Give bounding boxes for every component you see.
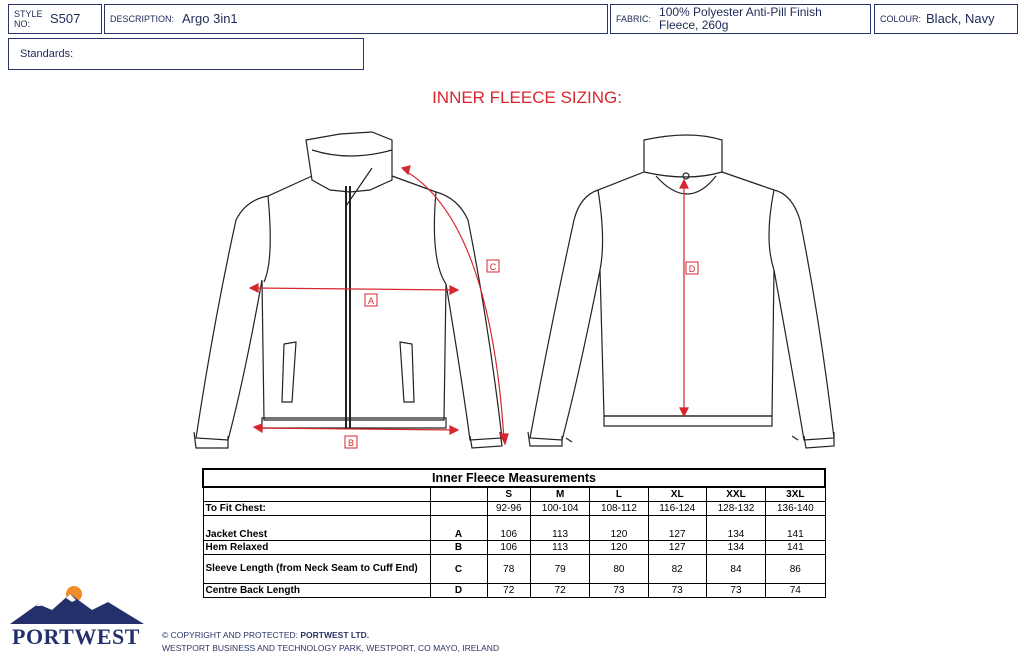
cell: 141 [766,541,825,555]
cell: 120 [590,516,648,541]
table-size-header-row [203,487,825,502]
colour-value: Black, Navy [926,11,995,26]
fit-value: 116-124 [648,502,706,516]
cell: 134 [706,516,765,541]
table-row-fit-chest [203,502,825,516]
cell: 73 [706,584,765,598]
cell: 79 [530,555,589,584]
address-line: WESTPORT BUSINESS AND TECHNOLOGY PARK, WESTPORT, CO MAYO, IRELAND [162,643,500,653]
cell: 141 [766,516,825,541]
measurements-table [202,468,826,598]
cell: 80 [590,555,648,584]
marker-b: B [347,438,355,448]
marker-c: C [489,262,497,272]
copyright-prefix: © COPYRIGHT AND PROTECTED: [162,630,301,640]
row-label: Centre Back Length [203,584,430,598]
marker-a: A [367,296,375,306]
colour-label: COLOUR: [880,14,922,24]
copyright-line [162,630,369,640]
row-code: B [430,541,487,555]
marker-d: D [688,264,696,274]
standards-label: Standards: [20,48,74,60]
table-row [203,541,825,555]
fabric-value-line2: Fleece, 260g [659,18,729,32]
fit-value: 136-140 [766,502,825,516]
fit-value: 92-96 [487,502,530,516]
size-3xl: 3XL [766,487,825,502]
size-l: L [590,487,648,502]
size-xl: XL [648,487,706,502]
copyright-company: PORTWEST LTD. [300,630,370,640]
cell: 134 [706,541,765,555]
style-label: STYLE NO: [14,9,43,29]
cell: 86 [766,555,825,584]
cell: 106 [487,541,530,555]
size-s: S [487,487,530,502]
description-label: DESCRIPTION: [110,14,175,24]
cell: 73 [648,584,706,598]
fit-value: 100-104 [530,502,589,516]
fabric-label: FABRIC: [616,14,652,24]
fit-value: 128-132 [706,502,765,516]
cell: 74 [766,584,825,598]
cell: 120 [590,541,648,555]
row-code: D [430,584,487,598]
fit-value: 108-112 [590,502,648,516]
cell: 84 [706,555,765,584]
cell: 82 [648,555,706,584]
diagram-title: INNER FLEECE SIZING: [432,88,622,107]
cell: 72 [530,584,589,598]
style-value: S507 [50,11,81,26]
description-value: Argo 3in1 [182,11,238,26]
row-code: C [430,555,487,584]
table-title: Inner Fleece Measurements [203,469,825,487]
portwest-logo-mountain-icon [8,580,148,626]
row-label: Jacket Chest [203,516,430,541]
fit-chest-label: To Fit Chest: [203,502,430,516]
cell: 106 [487,516,530,541]
cell: 113 [530,541,589,555]
row-label: Hem Relaxed [203,541,430,555]
size-m: M [530,487,589,502]
row-label: Sleeve Length (from Neck Seam to Cuff End) [203,555,430,584]
cell: 127 [648,541,706,555]
table-row [203,555,825,584]
fabric-value-line1: 100% Polyester Anti-Pill Finish [659,5,822,19]
portwest-logo-text: PORTWEST [12,624,140,649]
table-row [203,516,825,541]
table-row [203,584,825,598]
row-code: A [430,516,487,541]
size-xxl: XXL [706,487,765,502]
cell: 113 [530,516,589,541]
cell: 127 [648,516,706,541]
cell: 73 [590,584,648,598]
cell: 78 [487,555,530,584]
cell: 72 [487,584,530,598]
